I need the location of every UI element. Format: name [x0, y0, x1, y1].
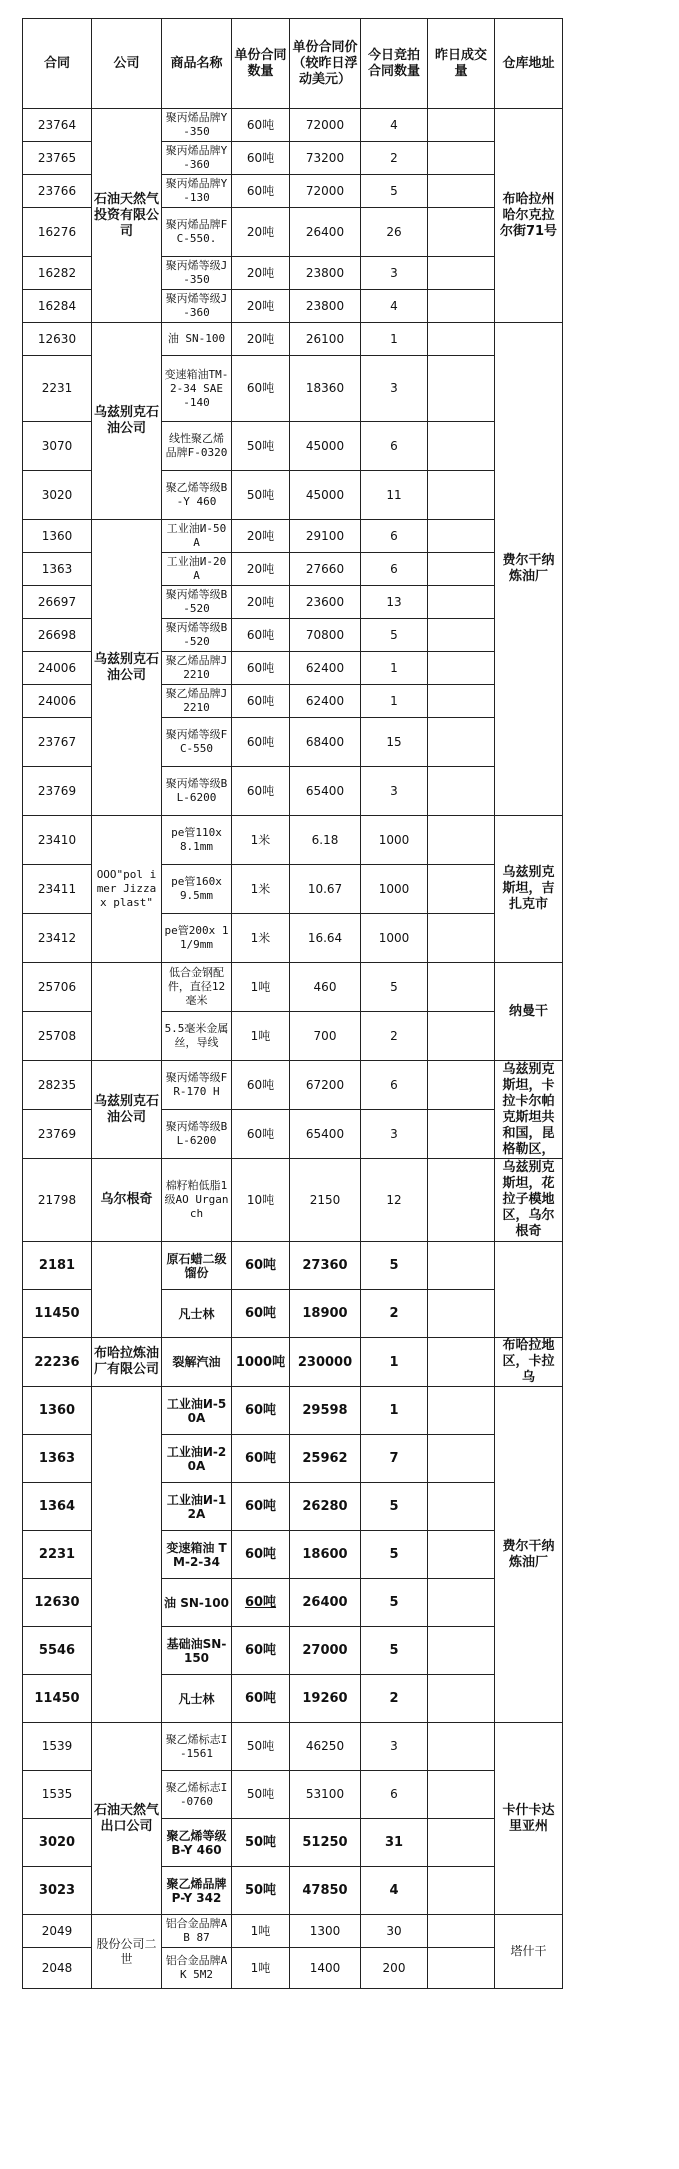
contract-cell: 1363 [23, 1435, 92, 1483]
product-cell: 变速箱油TM-2-34 SAE -140 [162, 356, 232, 422]
contract-cell: 23412 [23, 914, 92, 963]
quantity-cell: 1米 [232, 865, 290, 914]
count-cell: 6 [361, 1771, 428, 1819]
count-cell: 6 [361, 553, 428, 586]
count-cell: 3 [361, 1110, 428, 1159]
price-cell: 26400 [290, 1579, 361, 1627]
contract-cell: 23767 [23, 718, 92, 767]
count-cell: 1000 [361, 914, 428, 963]
contract-cell: 12630 [23, 323, 92, 356]
warehouse-cell: 卡什卡达里亚州 [495, 1723, 563, 1915]
prev-volume-cell [428, 685, 495, 718]
count-cell: 13 [361, 586, 428, 619]
count-cell: 31 [361, 1819, 428, 1867]
count-cell: 2 [361, 1675, 428, 1723]
count-cell: 6 [361, 422, 428, 471]
prev-volume-cell [428, 1435, 495, 1483]
warehouse-cell: 乌兹别克斯坦，吉扎克市 [495, 816, 563, 963]
warehouse-cell: 塔什干 [495, 1915, 563, 1989]
table-row [23, 1387, 563, 1435]
product-cell: 低合金钢配件，直径12毫米 [162, 963, 232, 1012]
product-cell: 线性聚乙烯品牌F-0320 [162, 422, 232, 471]
product-cell: 工业油И-20А [162, 1435, 232, 1483]
quantity-cell: 60吨 [232, 1061, 290, 1110]
prev-volume-cell [428, 1819, 495, 1867]
count-cell: 6 [361, 1061, 428, 1110]
prev-volume-cell [428, 1159, 495, 1242]
product-cell: 凡士林 [162, 1675, 232, 1723]
product-cell: 聚丙烯品牌FC-550. [162, 208, 232, 257]
count-cell: 5 [361, 1579, 428, 1627]
count-cell: 1 [361, 323, 428, 356]
product-cell: 聚丙烯等级J-350 [162, 257, 232, 290]
product-cell: 铝合金品牌AB 87 [162, 1915, 232, 1948]
product-cell: 工业油И-50А [162, 520, 232, 553]
price-cell: 27360 [290, 1242, 361, 1290]
contract-cell: 16276 [23, 208, 92, 257]
quantity-cell: 1米 [232, 816, 290, 865]
count-cell: 2 [361, 1290, 428, 1338]
contract-cell: 3070 [23, 422, 92, 471]
prev-volume-cell [428, 1675, 495, 1723]
count-cell: 5 [361, 1531, 428, 1579]
warehouse-cell: 布哈拉州 哈尔克拉尔街71号 [495, 109, 563, 323]
company-cell [92, 1387, 162, 1723]
contract-cell: 24006 [23, 652, 92, 685]
price-cell: 51250 [290, 1819, 361, 1867]
price-cell: 65400 [290, 1110, 361, 1159]
contract-cell: 3023 [23, 1867, 92, 1915]
price-cell: 23600 [290, 586, 361, 619]
product-cell: 聚丙烯等级BL-6200 [162, 1110, 232, 1159]
quantity-cell: 20吨 [232, 323, 290, 356]
quantity-cell: 20吨 [232, 586, 290, 619]
price-cell: 47850 [290, 1867, 361, 1915]
table-row [23, 109, 563, 142]
product-cell: 聚乙烯等级B-Y 460 [162, 1819, 232, 1867]
contract-cell: 2181 [23, 1242, 92, 1290]
price-cell: 73200 [290, 142, 361, 175]
contract-cell: 2231 [23, 1531, 92, 1579]
prev-volume-cell [428, 816, 495, 865]
count-cell: 5 [361, 1242, 428, 1290]
quantity-cell: 20吨 [232, 290, 290, 323]
contract-cell: 24006 [23, 685, 92, 718]
contract-cell: 11450 [23, 1675, 92, 1723]
product-cell: 裂解汽油 [162, 1338, 232, 1387]
prev-volume-cell [428, 1948, 495, 1989]
product-cell: 聚丙烯等级FC-550 [162, 718, 232, 767]
quantity-cell: 60吨 [232, 767, 290, 816]
contract-cell: 26698 [23, 619, 92, 652]
table-row [23, 520, 563, 553]
contract-cell: 25708 [23, 1012, 92, 1061]
price-cell: 72000 [290, 109, 361, 142]
prev-volume-cell [428, 1771, 495, 1819]
contract-cell: 23410 [23, 816, 92, 865]
table-row [23, 1061, 563, 1110]
product-cell: pe管160х 9.5mm [162, 865, 232, 914]
prev-volume-cell [428, 323, 495, 356]
quantity-cell: 60吨 [232, 1110, 290, 1159]
company-cell: 乌兹别克石油公司 [92, 323, 162, 520]
count-cell: 11 [361, 471, 428, 520]
count-cell: 12 [361, 1159, 428, 1242]
company-cell: 乌兹别克石油公司 [92, 520, 162, 816]
count-cell: 4 [361, 290, 428, 323]
prev-volume-cell [428, 175, 495, 208]
header-product: 商品名称 [162, 19, 232, 109]
contract-cell: 11450 [23, 1290, 92, 1338]
contract-cell: 23764 [23, 109, 92, 142]
table-row [23, 1915, 563, 1948]
count-cell: 26 [361, 208, 428, 257]
prev-volume-cell [428, 1579, 495, 1627]
header-row [23, 19, 563, 109]
count-cell: 3 [361, 356, 428, 422]
prev-volume-cell [428, 1627, 495, 1675]
warehouse-cell: 乌兹别克斯坦，卡拉卡尔帕克斯坦共和国，昆格勒区， [495, 1061, 563, 1159]
count-cell: 3 [361, 767, 428, 816]
product-cell: 聚乙烯标志I-1561 [162, 1723, 232, 1771]
price-cell: 45000 [290, 471, 361, 520]
price-cell: 1300 [290, 1915, 361, 1948]
contract-cell: 21798 [23, 1159, 92, 1242]
price-cell: 26280 [290, 1483, 361, 1531]
company-cell: 股份公司二世 [92, 1915, 162, 1989]
contract-cell: 23765 [23, 142, 92, 175]
warehouse-cell: 乌兹别克斯坦，花拉子模地区，乌尔根奇 [495, 1159, 563, 1242]
quantity-cell: 20吨 [232, 520, 290, 553]
quantity-cell: 60吨 [232, 718, 290, 767]
count-cell: 6 [361, 520, 428, 553]
quantity-cell: 10吨 [232, 1159, 290, 1242]
quantity-cell: 60吨 [232, 142, 290, 175]
price-cell: 65400 [290, 767, 361, 816]
price-cell: 29598 [290, 1387, 361, 1435]
count-cell: 1000 [361, 816, 428, 865]
company-cell [92, 963, 162, 1061]
product-cell: 聚丙烯等级FR-170 H [162, 1061, 232, 1110]
count-cell: 3 [361, 1723, 428, 1771]
warehouse-cell: 纳曼干 [495, 963, 563, 1061]
price-cell: 18600 [290, 1531, 361, 1579]
quantity-cell: 60吨 [232, 1483, 290, 1531]
prev-volume-cell [428, 1867, 495, 1915]
prev-volume-cell [428, 652, 495, 685]
prev-volume-cell [428, 1723, 495, 1771]
prev-volume-cell [428, 290, 495, 323]
table-row [23, 1723, 563, 1771]
count-cell: 5 [361, 1627, 428, 1675]
contract-cell: 16284 [23, 290, 92, 323]
prev-volume-cell [428, 356, 495, 422]
product-cell: pe管200х 11/9mm [162, 914, 232, 963]
prev-volume-cell [428, 520, 495, 553]
product-cell: 原石蜡二级馏份 [162, 1242, 232, 1290]
quantity-cell: 60吨 [232, 1675, 290, 1723]
prev-volume-cell [428, 1110, 495, 1159]
price-cell: 62400 [290, 685, 361, 718]
prev-volume-cell [428, 865, 495, 914]
contract-cell: 1535 [23, 1771, 92, 1819]
contract-cell: 22236 [23, 1338, 92, 1387]
warehouse-cell [495, 1242, 563, 1338]
prev-volume-cell [428, 619, 495, 652]
quantity-cell: 60吨 [232, 1435, 290, 1483]
count-cell: 5 [361, 175, 428, 208]
header-unit-price: 单份合同价（较昨日浮动美元） [290, 19, 361, 109]
count-cell: 1 [361, 1338, 428, 1387]
price-cell: 460 [290, 963, 361, 1012]
contract-cell: 2231 [23, 356, 92, 422]
quantity-cell: 20吨 [232, 257, 290, 290]
price-cell: 6.18 [290, 816, 361, 865]
contract-cell: 2049 [23, 1915, 92, 1948]
prev-volume-cell [428, 257, 495, 290]
count-cell: 1 [361, 1387, 428, 1435]
quantity-cell: 50吨 [232, 1867, 290, 1915]
product-cell: 聚乙烯等级B-Y 460 [162, 471, 232, 520]
auction-table [22, 18, 563, 1989]
header-warehouse: 仓库地址 [495, 19, 563, 109]
contract-cell: 3020 [23, 471, 92, 520]
prev-volume-cell [428, 1012, 495, 1061]
count-cell: 5 [361, 963, 428, 1012]
quantity-cell: 60吨 [232, 1579, 290, 1627]
count-cell: 5 [361, 1483, 428, 1531]
price-cell: 27000 [290, 1627, 361, 1675]
quantity-cell: 50吨 [232, 422, 290, 471]
quantity-cell: 50吨 [232, 1819, 290, 1867]
contract-cell: 23769 [23, 767, 92, 816]
count-cell: 3 [361, 257, 428, 290]
product-cell: 凡士林 [162, 1290, 232, 1338]
price-cell: 27660 [290, 553, 361, 586]
prev-volume-cell [428, 1915, 495, 1948]
contract-cell: 26697 [23, 586, 92, 619]
quantity-cell: 60吨 [232, 356, 290, 422]
contract-cell: 1364 [23, 1483, 92, 1531]
prev-volume-cell [428, 109, 495, 142]
count-cell: 1 [361, 685, 428, 718]
table-row [23, 323, 563, 356]
header-company: 公司 [92, 19, 162, 109]
auction-table-container [22, 18, 563, 1989]
contract-cell: 23411 [23, 865, 92, 914]
product-cell: 聚丙烯等级B-520 [162, 619, 232, 652]
price-cell: 700 [290, 1012, 361, 1061]
price-cell: 46250 [290, 1723, 361, 1771]
product-cell: 聚丙烯等级B-520 [162, 586, 232, 619]
quantity-cell: 60吨 [232, 1531, 290, 1579]
quantity-cell: 60吨 [232, 1242, 290, 1290]
quantity-cell: 60吨 [232, 1290, 290, 1338]
quantity-cell: 60吨 [232, 685, 290, 718]
price-cell: 26400 [290, 208, 361, 257]
price-cell: 23800 [290, 290, 361, 323]
price-cell: 25962 [290, 1435, 361, 1483]
count-cell: 4 [361, 109, 428, 142]
quantity-cell: 50吨 [232, 1723, 290, 1771]
price-cell: 19260 [290, 1675, 361, 1723]
prev-volume-cell [428, 208, 495, 257]
contract-cell: 12630 [23, 1579, 92, 1627]
prev-volume-cell [428, 1290, 495, 1338]
prev-volume-cell [428, 767, 495, 816]
quantity-cell: 20吨 [232, 208, 290, 257]
count-cell: 200 [361, 1948, 428, 1989]
prev-volume-cell [428, 1242, 495, 1290]
count-cell: 15 [361, 718, 428, 767]
table-row [23, 816, 563, 865]
product-cell: 工业油И-20А [162, 553, 232, 586]
product-cell: 聚丙烯等级J-360 [162, 290, 232, 323]
product-cell: 油 SN-100 [162, 1579, 232, 1627]
price-cell: 68400 [290, 718, 361, 767]
price-cell: 45000 [290, 422, 361, 471]
price-cell: 2150 [290, 1159, 361, 1242]
header-contract: 合同 [23, 19, 92, 109]
count-cell: 5 [361, 619, 428, 652]
product-cell: 棉籽粕低脂1级AO Urganch [162, 1159, 232, 1242]
quantity-cell: 60吨 [232, 619, 290, 652]
quantity-cell: 60吨 [232, 109, 290, 142]
product-cell: 5.5毫米金属丝，导线 [162, 1012, 232, 1061]
price-cell: 1400 [290, 1948, 361, 1989]
quantity-cell: 1吨 [232, 1012, 290, 1061]
warehouse-cell: 费尔干纳炼油厂 [495, 1387, 563, 1723]
header-unit-quantity: 单份合同数量 [232, 19, 290, 109]
price-cell: 16.64 [290, 914, 361, 963]
price-cell: 26100 [290, 323, 361, 356]
prev-volume-cell [428, 1338, 495, 1387]
product-cell: 聚丙烯品牌Y-360 [162, 142, 232, 175]
prev-volume-cell [428, 718, 495, 767]
contract-cell: 3020 [23, 1819, 92, 1867]
company-cell: 石油天然气投资有限公司 [92, 109, 162, 323]
price-cell: 18900 [290, 1290, 361, 1338]
contract-cell: 1360 [23, 1387, 92, 1435]
contract-cell: 5546 [23, 1627, 92, 1675]
table-row [23, 1338, 563, 1387]
count-cell: 30 [361, 1915, 428, 1948]
contract-cell: 23769 [23, 1110, 92, 1159]
warehouse-cell: 费尔干纳炼油厂 [495, 323, 563, 816]
count-cell: 2 [361, 142, 428, 175]
quantity-cell: 50吨 [232, 1771, 290, 1819]
price-cell: 67200 [290, 1061, 361, 1110]
product-cell: 铝合金品牌AK 5M2 [162, 1948, 232, 1989]
prev-volume-cell [428, 914, 495, 963]
price-cell: 53100 [290, 1771, 361, 1819]
company-cell: 乌尔根奇 [92, 1159, 162, 1242]
prev-volume-cell [428, 586, 495, 619]
count-cell: 4 [361, 1867, 428, 1915]
prev-volume-cell [428, 1483, 495, 1531]
price-cell: 23800 [290, 257, 361, 290]
prev-volume-cell [428, 422, 495, 471]
table-row [23, 1159, 563, 1242]
prev-volume-cell [428, 963, 495, 1012]
count-cell: 2 [361, 1012, 428, 1061]
prev-volume-cell [428, 471, 495, 520]
price-cell: 72000 [290, 175, 361, 208]
contract-cell: 16282 [23, 257, 92, 290]
quantity-cell: 60吨 [232, 652, 290, 685]
price-cell: 10.67 [290, 865, 361, 914]
prev-volume-cell [428, 1531, 495, 1579]
prev-volume-cell [428, 553, 495, 586]
price-cell: 29100 [290, 520, 361, 553]
count-cell: 1 [361, 652, 428, 685]
quantity-cell: 20吨 [232, 553, 290, 586]
product-cell: 聚乙烯品牌J2210 [162, 685, 232, 718]
contract-cell: 1363 [23, 553, 92, 586]
quantity-cell: 50吨 [232, 471, 290, 520]
count-cell: 1000 [361, 865, 428, 914]
quantity-cell: 1吨 [232, 1948, 290, 1989]
product-cell: 基础油SN-150 [162, 1627, 232, 1675]
quantity-cell: 60吨 [232, 1387, 290, 1435]
prev-volume-cell [428, 142, 495, 175]
price-cell: 62400 [290, 652, 361, 685]
contract-cell: 2048 [23, 1948, 92, 1989]
product-cell: 工业油И-50А [162, 1387, 232, 1435]
quantity-cell: 1000吨 [232, 1338, 290, 1387]
company-cell: 石油天然气出口公司 [92, 1723, 162, 1915]
product-cell: 聚丙烯品牌Y-130 [162, 175, 232, 208]
product-cell: pe管110х 8.1mm [162, 816, 232, 865]
prev-volume-cell [428, 1387, 495, 1435]
contract-cell: 1360 [23, 520, 92, 553]
product-cell: 工业油И-12А [162, 1483, 232, 1531]
product-cell: 变速箱油 TM-2-34 [162, 1531, 232, 1579]
price-cell: 70800 [290, 619, 361, 652]
company-cell [92, 1242, 162, 1338]
quantity-cell: 60吨 [232, 1627, 290, 1675]
quantity-cell: 60吨 [232, 175, 290, 208]
prev-volume-cell [428, 1061, 495, 1110]
contract-cell: 28235 [23, 1061, 92, 1110]
contract-cell: 1539 [23, 1723, 92, 1771]
product-cell: 聚乙烯标志I-0760 [162, 1771, 232, 1819]
product-cell: 聚丙烯品牌Y-350 [162, 109, 232, 142]
price-cell: 230000 [290, 1338, 361, 1387]
product-cell: 聚乙烯品牌J2210 [162, 652, 232, 685]
warehouse-cell: 布哈拉地区，卡拉乌 [495, 1338, 563, 1387]
header-today-count: 今日竞拍合同数量 [361, 19, 428, 109]
quantity-cell: 1吨 [232, 963, 290, 1012]
product-cell: 聚丙烯等级BL-6200 [162, 767, 232, 816]
contract-cell: 25706 [23, 963, 92, 1012]
table-row [23, 1242, 563, 1290]
quantity-cell: 1吨 [232, 1915, 290, 1948]
company-cell: 布哈拉炼油厂有限公司 [92, 1338, 162, 1387]
product-cell: 聚乙烯品牌P-Y 342 [162, 1867, 232, 1915]
count-cell: 7 [361, 1435, 428, 1483]
product-cell: 油 SN-100 [162, 323, 232, 356]
company-cell: ООО"pol imer Jizzax plast" [92, 816, 162, 963]
company-cell: 乌兹别克石油公司 [92, 1061, 162, 1159]
header-yesterday-volume: 昨日成交量 [428, 19, 495, 109]
table-row [23, 963, 563, 1012]
contract-cell: 23766 [23, 175, 92, 208]
price-cell: 18360 [290, 356, 361, 422]
quantity-cell: 1米 [232, 914, 290, 963]
